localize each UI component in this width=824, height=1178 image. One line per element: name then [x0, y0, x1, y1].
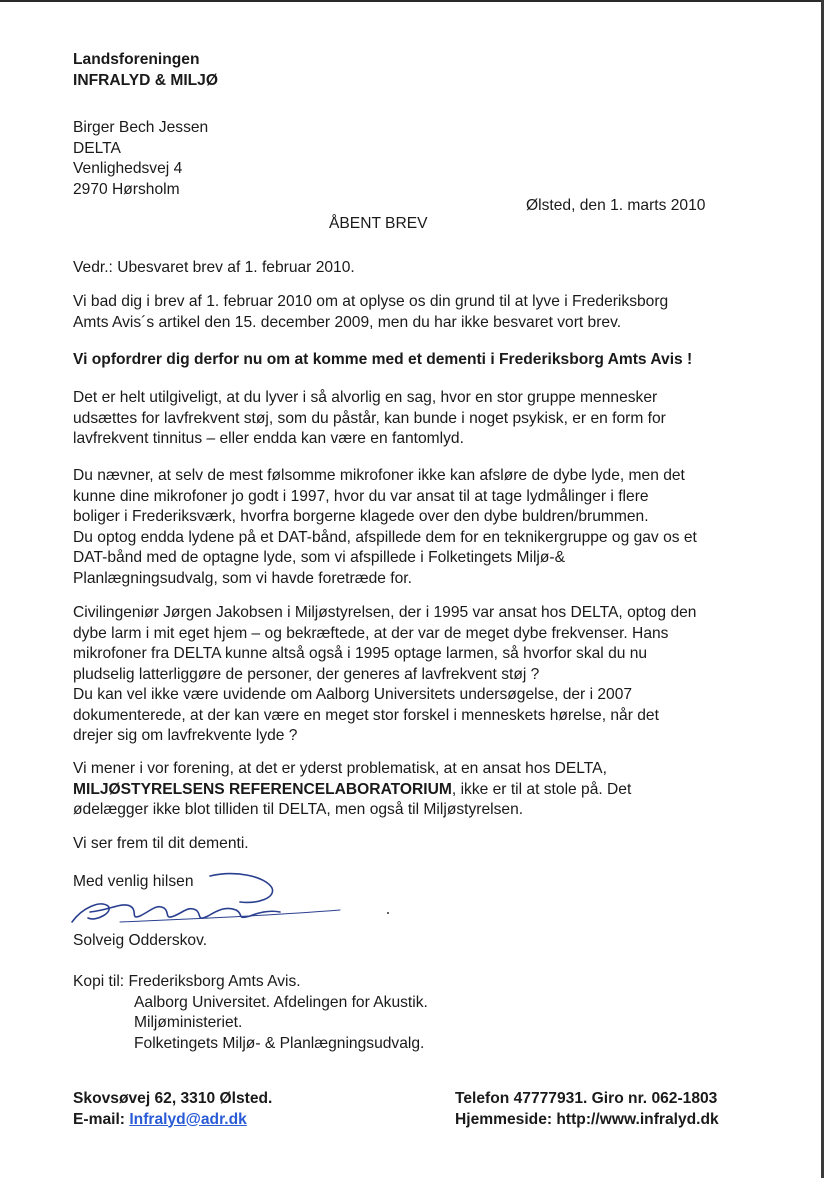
paragraph-1: [73, 292, 763, 333]
closing-line: Vi ser frem til dit dementi.: [73, 835, 249, 852]
copy-recipient: Aalborg Universitet. Afdelingen for Akustik.: [134, 993, 428, 1011]
paragraph-2-demand: Vi opfordrer dig derfor nu om at komme med et dementi i Frederiksborg Amts Avis !: [73, 351, 693, 368]
sender-org-line1: Landsforeningen: [73, 51, 200, 68]
paragraph-line: dybe larm i mit eget hjem – og bekræftede, at der var de meget dybe frekvenser. Hans: [73, 624, 669, 642]
greeting: Med venlig hilsen: [73, 873, 194, 890]
paragraph-line: udsættes for lavfrekvent støj, som du påstår, kan bunde i noget psykisk, er en form for: [73, 409, 666, 427]
copies-list: [73, 972, 428, 1054]
paragraph-line: Civilingeniør Jørgen Jakobsen i Miljøstyrelsen, der i 1995 var ansat hos DELTA, optog den: [73, 604, 697, 621]
recipient-address: [73, 118, 208, 200]
paragraph-line: mikrofoner fra DELTA kunne altså også i 1995 optage larmen, så hvorfor skal du nu: [73, 645, 648, 662]
footer-contact-left: [73, 1089, 272, 1130]
paragraph-line: drejer sig om lavfrekvente lyde ?: [73, 727, 298, 744]
footer-email-line: [73, 1110, 272, 1131]
copy-recipient: Miljøministeriet.: [134, 1014, 243, 1031]
signer-name: Solveig Odderskov.: [73, 932, 208, 949]
paragraph-line: Planlægningsudvalg, som vi havde foretræde for.: [73, 569, 412, 587]
paragraph-6: [73, 759, 763, 821]
paragraph-line: Du nævner, at selv de mest følsomme mikrofoner ikke kan afsløre de dybe lyde, men det: [73, 467, 685, 484]
paragraph-line: [73, 780, 763, 801]
copies-label: Kopi til: Frederiksborg Amts Avis.: [73, 973, 301, 990]
paragraph-line: Du kan vel ikke være uvidende om Aalborg Universitets undersøgelse, der i 2007: [73, 686, 633, 703]
paragraph-line: Det er helt utilgiveligt, at du lyver i så alvorlig en sag, hvor en stor gruppe mennesker: [73, 389, 658, 406]
paragraph-line: Vi bad dig i brev af 1. februar 2010 om at oplyse os din grund til at lyve i Frederiksborg: [73, 293, 669, 310]
sender-org-line2: INFRALYD & MILJØ: [73, 71, 218, 89]
recipient-street: Venlighedsvej 4: [73, 160, 183, 177]
recipient-name: Birger Bech Jessen: [73, 119, 209, 136]
ink-dot: [387, 912, 389, 914]
paragraph-line: lavfrekvent tinnitus – eller endda kan være en fantomlyd.: [73, 430, 464, 447]
paragraph-line: Amts Avis´s artikel den 15. december 2009, men du har ikke besvaret vort brev.: [73, 313, 622, 331]
copy-recipient: Folketingets Miljø- & Planlægningsudvalg.: [134, 1034, 425, 1052]
footer-email-label: E-mail:: [73, 1110, 125, 1128]
paragraph-line: dokumenterede, at der kan være en meget stor forskel i menneskets hørelse, når det: [73, 706, 659, 724]
paragraph-line: boliger i Frederiksværk, hvorfra borgerne klagede over den dybe buldren/brummen.: [73, 508, 649, 525]
recipient-company: DELTA: [73, 139, 121, 157]
paragraph-line: pludselig latterliggøre de personer, der generes af lavfrekvent støj ?: [73, 665, 540, 683]
paragraph-line: DAT-bånd med de optagne lyde, som vi afspillede i Folketingets Miljø-&: [73, 549, 566, 566]
paragraph-5: [73, 603, 763, 747]
paragraph-text: , ikke er til at stole på. Det: [451, 780, 632, 798]
footer-address: Skovsøvej 62, 3310 Ølsted.: [73, 1090, 273, 1107]
footer-phone: Telefon 47777931. Giro nr. 062-1803: [455, 1090, 718, 1107]
handwritten-signature: [60, 866, 350, 936]
paragraph-3: [73, 388, 763, 450]
sender-organization: [73, 50, 218, 91]
paragraph-line: kunne dine mikrofoner jo godt i 1997, hvor du var ansat til at tage lydmålinger i flere: [73, 487, 649, 505]
recipient-city: 2970 Hørsholm: [73, 180, 180, 198]
emphasis-reference-lab: MILJØSTYRELSENS REFERENCELABORATORIUM: [73, 780, 452, 798]
letter-date: Ølsted, den 1. marts 2010: [526, 197, 706, 214]
paragraph-line: Du optog endda lydene på et DAT-bånd, afspillede dem for en teknikergruppe og gav os et: [73, 528, 697, 546]
letter-heading: ÅBENT BREV: [329, 215, 428, 232]
letter-subject: Vedr.: Ubesvaret brev af 1. februar 2010.: [73, 259, 355, 276]
footer-website: Hjemmeside: http://www.infralyd.dk: [455, 1110, 719, 1128]
paragraph-line: ødelægger ikke blot tilliden til DELTA, men også til Miljøstyrelsen.: [73, 801, 524, 818]
page-top-edge: [0, 0, 824, 2]
footer-contact-right: [455, 1089, 719, 1130]
paragraph-line: Vi mener i vor forening, at det er yderst problematisk, at en ansat hos DELTA,: [73, 760, 607, 777]
email-link[interactable]: Infralyd@adr.dk: [129, 1110, 247, 1128]
paragraph-4: [73, 466, 763, 589]
